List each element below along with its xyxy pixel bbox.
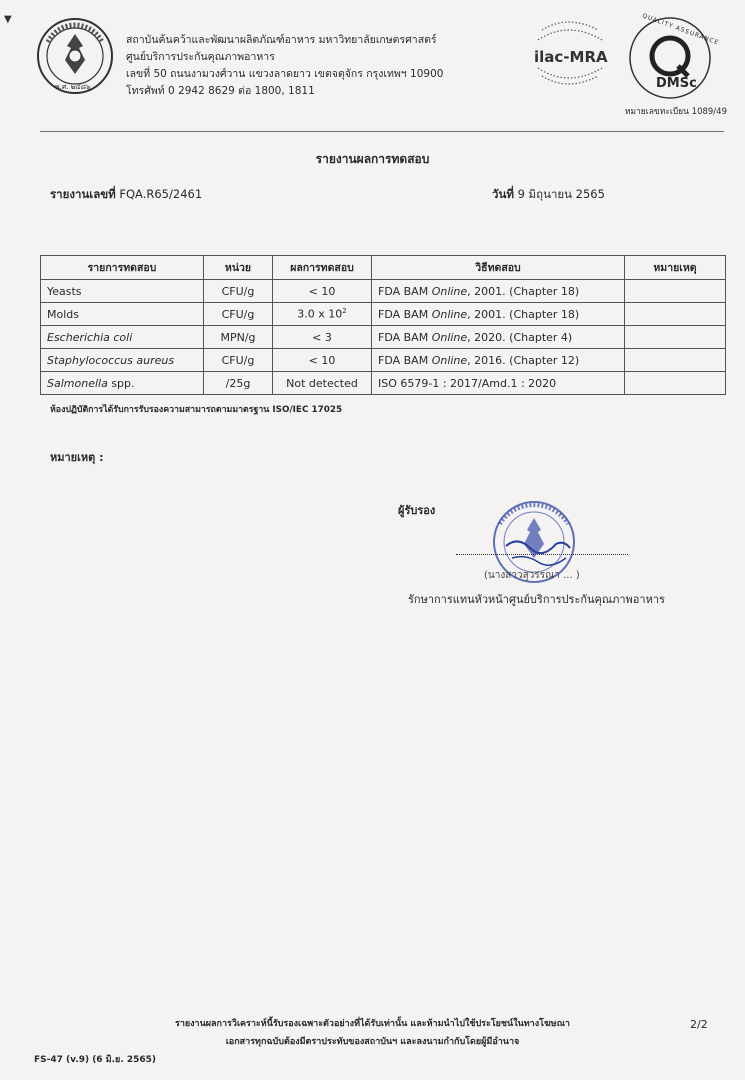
unit: CFU/g [204,280,273,303]
method: FDA BAM Online, 2016. (Chapter 12) [372,349,625,372]
col-result: ผลการทดสอบ [273,256,372,280]
method: FDA BAM Online, 2001. (Chapter 18) [372,303,625,326]
note [625,349,726,372]
method: FDA BAM Online, 2020. (Chapter 4) [372,326,625,349]
report-title: รายงานผลการทดสอบ [315,152,430,166]
qa-text: QUALITY ASSURANCE [641,12,720,47]
remark-label: หมายเหตุ : [50,451,104,464]
note [625,326,726,349]
center-name: ศูนย์บริการประกันคุณภาพอาหาร [126,51,275,63]
result: 3.0 x $10^2$ [273,303,372,326]
test-item: Yeasts [41,280,204,303]
table-row [41,326,726,349]
col-test-item: รายการทดสอบ [41,256,204,280]
unit: MPN/g [204,326,273,349]
report-number [50,186,202,204]
approver-label: ผู้รับรอง [398,504,436,517]
signature-line [456,553,628,555]
phone: โทรศัพท์ 0 2942 8629 ต่อ 1800, 1811 [126,85,315,97]
accreditation-logos [528,10,728,110]
header-divider [40,131,724,132]
note [625,372,726,395]
table-header-row [41,256,726,280]
test-item: Escherichia coli [41,326,204,349]
header-address-block [126,32,443,100]
report-number-value: FQA.R65/2461 [119,187,203,201]
table-row [41,372,726,395]
footer-disclaimer-2: เอกสารทุกฉบับต้องมีตราประทับของสถาบันฯ และลงนามกำกับโดยผู้มีอำนาจ [225,1037,520,1047]
signer-role: รักษาการแทนหัวหน้าศูนย์บริการประกันคุณภาพอาหาร [408,593,665,606]
table-row [41,349,726,372]
method: FDA BAM Online, 2001. (Chapter 18) [372,280,625,303]
unit: /25g [204,372,273,395]
result: < 10 [273,280,372,303]
accreditation-note: ห้องปฏิบัติการได้รับการรับรองความสามารถตามมาตรฐาน ISO/IEC 17025 [50,405,343,415]
result: Not detected [273,372,372,395]
seal-text: พ.ศ. ๒๔๘๖ [55,83,91,91]
result: < 10 [273,349,372,372]
col-method: วิธีทดสอบ [372,256,625,280]
page-number: 2/2 [690,1018,708,1031]
col-note: หมายเหตุ [625,256,726,280]
test-item: Molds [41,303,204,326]
report-number-label: รายงานเลขที่ [50,187,116,201]
signer-name: (นางสาวสุวรรณา ... ) [484,570,580,581]
test-item: Staphylococcus aureus [41,349,204,372]
report-date-value: 9 มิถุนายน 2565 [517,187,605,201]
method: ISO 6579-1 : 2017/Amd.1 : 2020 [372,372,625,395]
footer-disclaimer: รายงานผลการวิเคราะห์นี้รับรองเฉพาะตัวอย่างที่ได้รับเท่านั้น และห้ามนำไปใช้ประโยชน์ในทางโฆษณา [175,1019,570,1029]
results-table [40,255,726,395]
result: < 3 [273,326,372,349]
report-date [492,186,605,204]
test-item: Salmonella spp. [41,372,204,395]
ilac-text: ilac-MRA [534,48,608,66]
note [625,303,726,326]
institute-name: สถาบันค้นคว้าและพัฒนาผลิตภัณฑ์อาหาร มหาวิทยาลัยเกษตรศาสตร์ [126,34,437,46]
table-row [41,303,726,326]
registration-number: หมายเลขทะเบียน 1089/49 [624,107,727,117]
report-date-label: วันที่ [492,187,514,201]
address: เลขที่ 50 ถนนงามวงศ์วาน แขวงลาดยาว เขตจตุจักร กรุงเทพฯ 10900 [126,68,444,80]
table-row [41,280,726,303]
dmsc-text: DMSc [656,76,697,91]
unit: CFU/g [204,349,273,372]
unit: CFU/g [204,303,273,326]
form-code: FS-47 (v.9) (6 มิ.ย. 2565) [34,1055,157,1065]
note [625,280,726,303]
col-unit: หน่วย [204,256,273,280]
corner-mark: ▼ [4,14,12,25]
